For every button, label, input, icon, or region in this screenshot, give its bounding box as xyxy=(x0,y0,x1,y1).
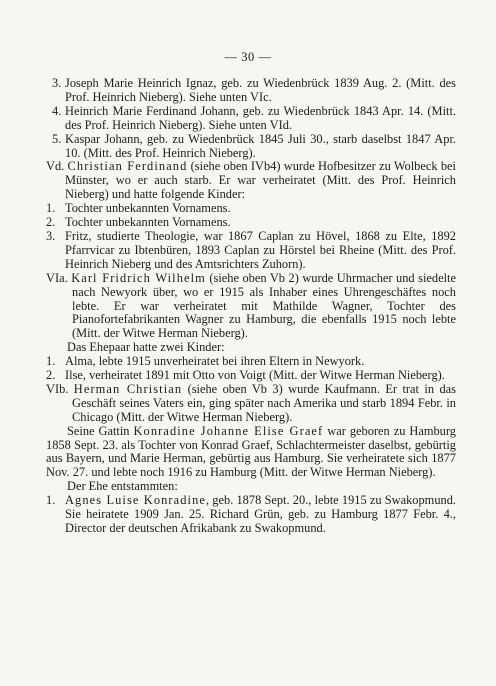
section-vd xyxy=(46,160,456,202)
section-label: VIb. xyxy=(46,381,69,396)
item-number: 1. xyxy=(46,493,56,508)
list-item xyxy=(46,494,456,536)
list-item xyxy=(46,77,456,105)
children-intro: Das Ehepaar hatte zwei Kinder: xyxy=(67,340,225,355)
page-body xyxy=(46,77,456,536)
item-text: Tochter unbekannten Vornamens. xyxy=(65,201,231,216)
list-item xyxy=(46,202,456,216)
list-item xyxy=(46,369,456,383)
item-number: 3. xyxy=(46,228,56,243)
item-number: 1. xyxy=(46,354,56,369)
children-intro: Der Ehe entstammten: xyxy=(67,479,178,494)
section-text: (siehe oben Vb 3) wurde Kaufmann. Er trat in das Geschäft seines Vaters ein, ging später nach Amerika und starb 1894 Febr. in Chicago (Mitt. der Witwe Herman Nieberg). xyxy=(72,381,456,424)
section-vib xyxy=(46,383,456,425)
person-name: Christian Ferdinand xyxy=(67,159,188,174)
page-number: — 30 — xyxy=(224,50,272,64)
wife-text: war geboren zu Hamburg 1858 Sept. 23. als Tochter von Konrad Graef, Schlachtermeister daselbst, gebürtig aus Bayern, und Marie Herman, gebürtig aus Hamburg. Sie verheiratete sich 1877 Nov. 27. und lebte noch 1916 zu Hamburg (Mitt. der Witwe Herman Nieberg). xyxy=(46,423,456,480)
section-text: (siehe oben IVb4) wurde Hofbesitzer zu Wolbeck bei Münster, wo er auch starb. Er war verheiratet (Mitt. des Prof. Heinrich Nieberg) und hatte folgende Kinder: xyxy=(65,159,456,202)
item-text: Tochter unbekannten Vornamens. xyxy=(65,215,231,230)
item-text: Joseph Marie Heinrich Ignaz, geb. zu Wiedenbrück 1839 Aug. 2. (Mitt. des Prof. Heinrich Nieberg). Siehe unten VIc. xyxy=(65,76,456,104)
item-number: 2. xyxy=(46,368,56,383)
person-name: Agnes Luise Konradine xyxy=(65,493,206,508)
item-number: 1. xyxy=(46,201,56,216)
item-text: Ilse, verheiratet 1891 mit Otto von Voigt (Mitt. der Witwe Herman Nieberg). xyxy=(65,368,445,383)
wife-intro: Seine Gattin xyxy=(67,423,130,438)
section-label: VIa. xyxy=(46,270,68,285)
item-text: Heinrich Marie Ferdinand Johann, geb. zu Wiedenbrück 1843 Apr. 14. (Mitt. des Prof. Heinrich Nieberg). Siehe unten VId. xyxy=(65,103,456,132)
item-text: Kaspar Johann, geb. zu Wiedenbrück 1845 Juli 30., starb daselbst 1847 Apr. 10. (Mitt. des Prof. Heinrich Nieberg). xyxy=(65,131,456,160)
section-label: Vd. xyxy=(46,159,65,174)
list-item xyxy=(46,105,456,133)
person-name: Herman Christian xyxy=(73,381,183,396)
list-item xyxy=(46,355,456,369)
item-text: , geb. 1878 Sept. 20., lebte 1915 zu Swakopmund. Sie heiratete 1909 Jan. 25. Richard Grün, geb. zu Hamburg 1877 Febr. 4., Director der deutschen Afrikabank zu Swakopmund. xyxy=(65,493,456,535)
item-number: 5. xyxy=(52,131,62,146)
item-number: 2. xyxy=(46,215,56,230)
section-text: (siehe oben Vb 2) wurde Uhrmacher und siedelte nach Newyork über, wo er 1915 als Inhaber eines Uhrengeschäftes noch lebte. Er war verheiratet mit Mathilde Wagner, Tochter des Pianofortefabrikanten Wagner zu Hamburg, die ebenfalls 1915 noch lebte (Mitt. der Witwe Herman Nieberg). xyxy=(72,270,456,341)
wife-name: Konradine Johanne Elise Graef xyxy=(133,423,324,438)
person-name: Karl Fridrich Wilhelm xyxy=(71,270,206,285)
list-item xyxy=(46,230,456,272)
item-text: Alma, lebte 1915 unverheiratet bei ihren Eltern in Newyork. xyxy=(65,354,365,369)
item-number: 3. xyxy=(52,76,62,90)
section-via xyxy=(46,272,456,342)
wife-paragraph xyxy=(46,425,456,481)
list-item xyxy=(46,216,456,230)
item-number: 4. xyxy=(52,103,62,118)
item-text: Fritz, studierte Theologie, war 1867 Caplan zu Hövel, 1868 zu Elte, 1892 Pfarrvicar zu Ibtenbüren, 1893 Caplan zu Hörstel bei Rheine (Mitt. des Prof. Heinrich Nieberg und des Amtsrichters Zuhorn). xyxy=(65,228,456,271)
list-item xyxy=(46,133,456,161)
